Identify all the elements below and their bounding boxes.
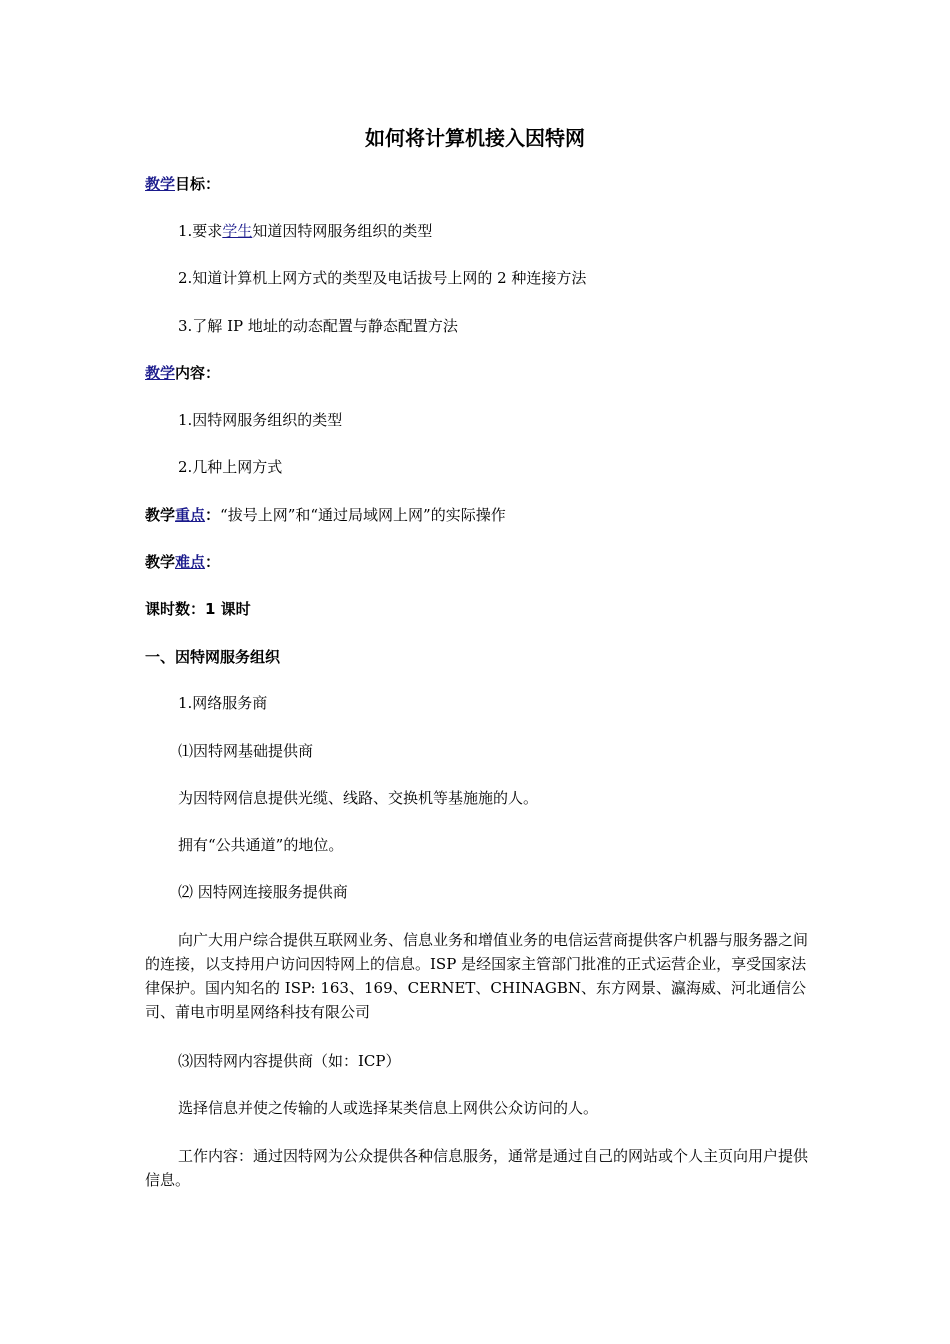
section-1-item-3-title: ⑶因特网内容提供商（如：ICP） [178,1052,401,1070]
content-heading [145,362,220,384]
section-1-item-3-work: 工作内容：通过因特网为公众提供各种信息服务，通常是通过自己的网站或个人主页向用户提供信息。 [145,1147,809,1189]
key-point-text: “拔号上网”和“通过局域网上网”的实际操作 [220,506,506,524]
section-1-sub-1: 1.网络服务商 [178,694,268,712]
section-1-item-3-desc: 选择信息并使之传输的人或选择某类信息上网供公众访问的人。 [178,1099,599,1117]
section-1-item-1-desc: 为因特网信息提供光缆、线路、交换机等基施施的人。 [178,789,539,807]
objectives-heading [145,173,220,195]
difficulty-colon: ： [205,553,221,571]
section-1-item-1-title: ⑴因特网基础提供商 [178,742,314,760]
objective-item-1 [178,220,432,242]
objective-item-1-prefix: 1.要求 [178,222,223,240]
objectives-heading-rest: 目标： [175,175,221,193]
key-point [145,504,506,526]
difficulty-link[interactable]: 难点 [175,553,206,571]
section-1-item-2-title: ⑵ 因特网连接服务提供商 [178,883,348,901]
key-point-colon: ： [205,506,221,524]
content-item-2: 2.几种上网方式 [178,458,283,476]
objective-item-3: 3.了解 IP 地址的动态配置与静态配置方法 [178,317,458,335]
objective-item-1-suffix: 知道因特网服务组织的类型 [252,222,433,240]
objectives-heading-link[interactable]: 教学 [145,175,176,193]
difficulty [145,551,220,573]
section-1-item-2-desc: 向广大用户综合提供互联网业务、信息业务和增值业务的电信运营商提供客户机器与服务器之间的连接，以支持用户访问因特网上的信息。ISP 是经国家主管部门批准的正式运营企业，享受国家法律保护。国内知名的 ISP: 163、169、CERNET、CHINAGBN、东方网景、瀛海威、河北通信公司、莆电市明星网络科技有限公司 [145,931,809,1021]
objective-item-2: 2.知道计算机上网方式的类型及电话拔号上网的 2 种连接方法 [178,269,587,287]
student-link[interactable]: 学生 [222,222,253,240]
class-hours: 课时数：1 课时 [145,600,251,618]
section-1-heading: 一、因特网服务组织 [145,648,281,666]
key-point-link[interactable]: 重点 [175,506,206,524]
section-1-item-1-note: 拥有“公共通道”的地位。 [178,836,344,854]
document-title: 如何将计算机接入因特网 [365,126,585,150]
content-heading-link[interactable]: 教学 [145,364,176,382]
key-point-label-prefix: 教学 [145,506,176,524]
difficulty-label-prefix: 教学 [145,553,176,571]
content-heading-rest: 内容： [175,364,221,382]
content-item-1: 1.因特网服务组织的类型 [178,411,343,429]
